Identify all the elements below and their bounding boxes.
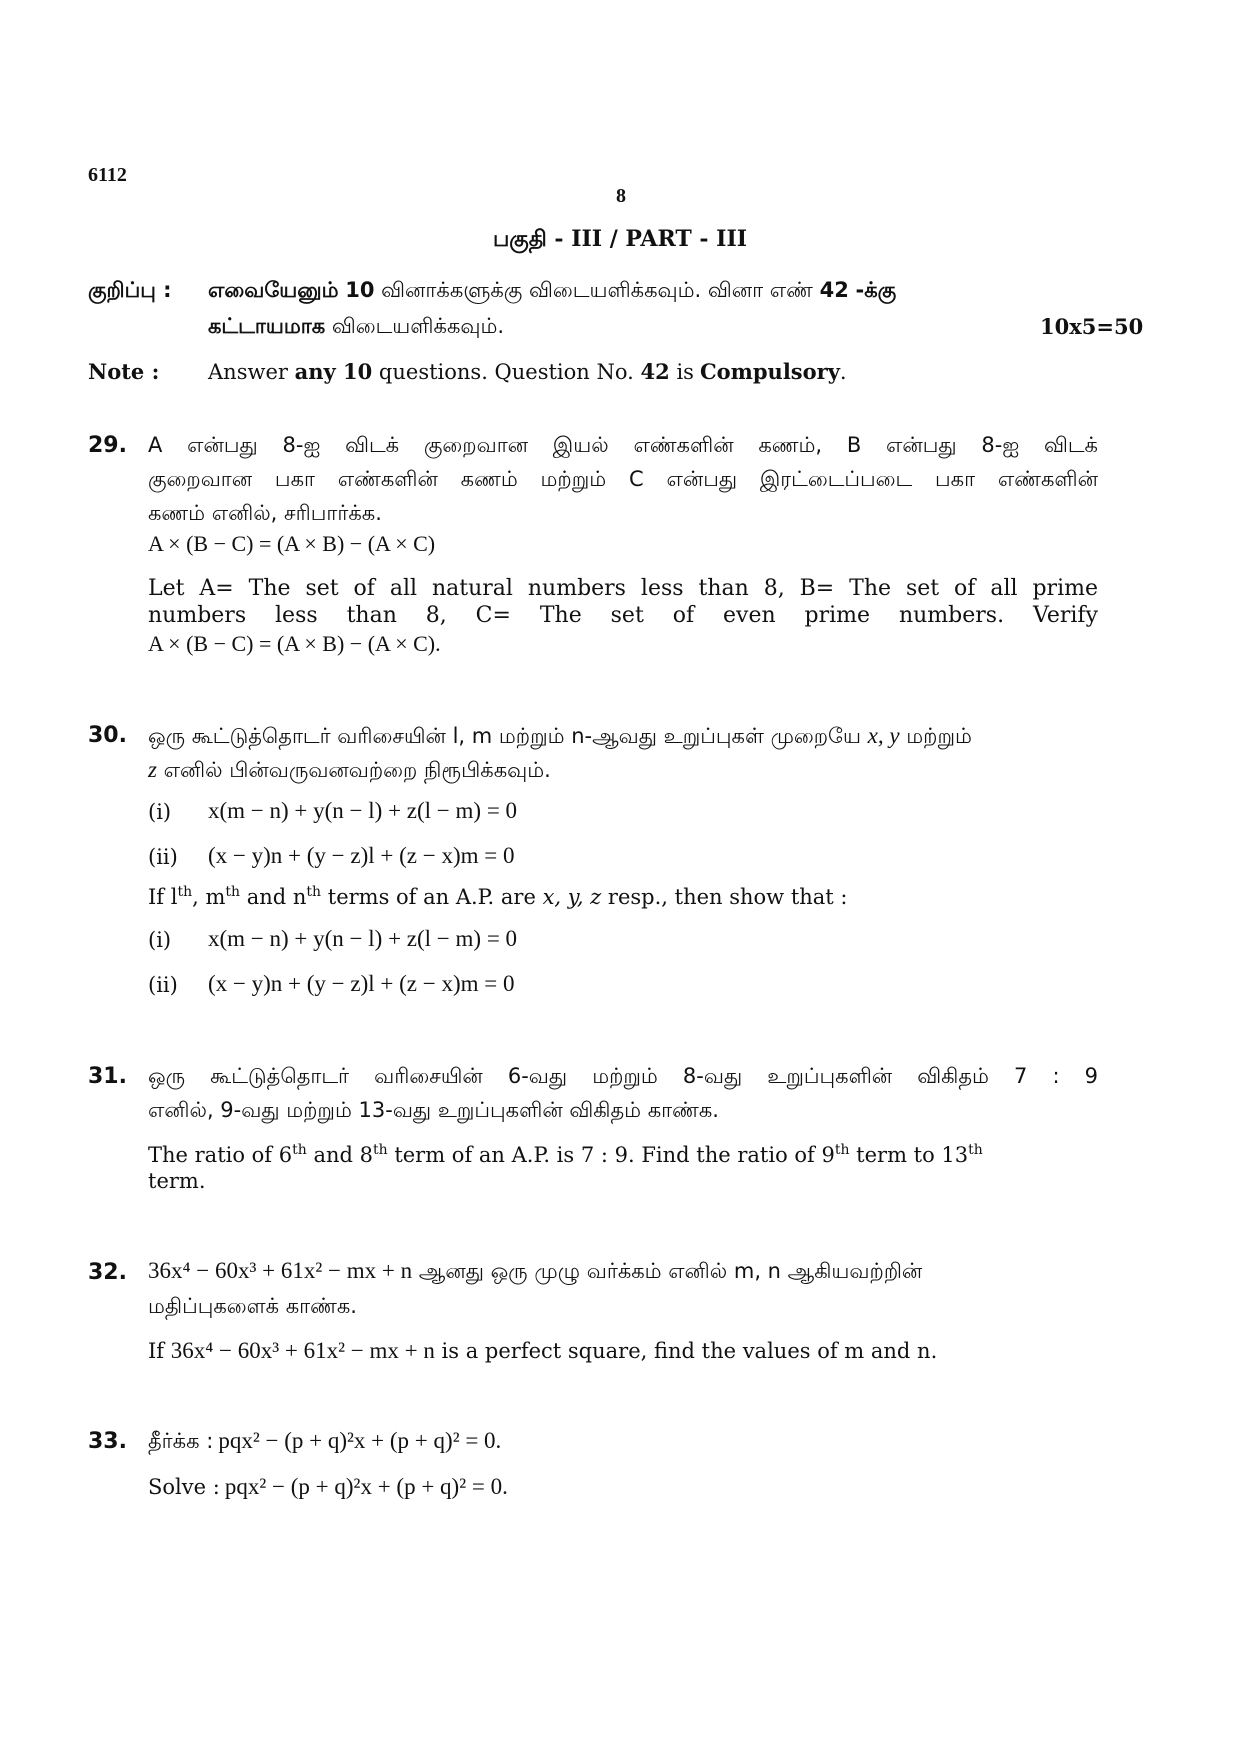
q30-eq-ii-en: (x − y)n + (y − z)l + (z − x)m = 0 [208, 971, 515, 996]
q29-ta-line3: கணம் எனில், சரிபார்க்க. [148, 501, 382, 525]
q30-label-ii-ta: (ii) [148, 845, 178, 869]
instruction-ta-count: 10 [345, 278, 375, 302]
q31-ta-line2: எனில், 9-வது மற்றும் 13-வது உறுப்புகளின் விகிதம் காண்க. [148, 1098, 719, 1122]
q30-en-line [148, 884, 848, 909]
q29-en-line2: numbers less than 8, C= The set of even prime numbers. Verify [148, 603, 1098, 628]
page-number: 8 [616, 185, 626, 207]
question-number-30: 30. [88, 723, 127, 748]
question-number-33: 33. [88, 1429, 127, 1454]
q30-en-rest2: resp., then show that : [601, 885, 848, 909]
q29-en-line3: A × (B − C) = (A × B) − (A × C). [148, 631, 441, 656]
question-number-32: 32. [88, 1260, 127, 1285]
q30-en-vars: x, y, z [542, 885, 602, 909]
instruction-ta-line2 [208, 314, 504, 341]
note-is: is [676, 360, 694, 384]
instruction-ta-any: எவையேனும் [208, 278, 339, 302]
q30-en-if: If l [148, 885, 178, 909]
q30-eq-ii-ta: (x − y)n + (y − z)l + (z − x)m = 0 [208, 843, 515, 868]
q32-en-if: If [148, 1339, 165, 1363]
q32-ta-text1: ஆனது ஒரு முழு வர்க்கம் எனில் m, n ஆகியவற்றின் [418, 1259, 923, 1283]
q30-ta-vars: x, y [867, 723, 900, 748]
q29-ta-line2: குறைவான பகா எண்களின் கணம் மற்றும் C என்பது இரட்டைப்படை பகா எண்களின் [148, 467, 1098, 491]
q31-ta-line1: ஒரு கூட்டுத்தொடர் வரிசையின் 6-வது மற்றும் 8-வது உறுப்புகளின் விகிதம் 7 : 9 [148, 1064, 1098, 1088]
q29-ta-formula: A × (B − C) = (A × B) − (A × C) [148, 531, 436, 556]
q30-ta-text1: ஒரு கூட்டுத்தொடர் வரிசையின் l, m மற்றும் n-ஆவது உறுப்புகள் முறையே [148, 724, 861, 748]
q33-eq-en: pqx² − (p + q)²x + (p + q)² = 0. [224, 1474, 508, 1499]
q31-en-c: term of an A.P. is 7 : 9. Find the ratio of 9 [387, 1143, 835, 1167]
q31-en-line1 [148, 1142, 983, 1167]
q30-ta-line2 [148, 757, 551, 785]
q31-en-sup4: th [968, 1142, 983, 1158]
paper-code: 6112 [88, 164, 127, 186]
q29-ta-line1: A என்பது 8-ஐ விடக் குறைவான இயல் எண்களின் கணம், B என்பது 8-ஐ விடக் [148, 433, 1098, 457]
q30-en-and: and n [240, 885, 307, 909]
q29-en-line1: Let A= The set of all natural numbers less than 8, B= The set of all prime [148, 576, 1098, 601]
q31-en-sup2: th [372, 1142, 388, 1158]
q32-ta-line2: மதிப்புகளைக் காண்க. [148, 1294, 357, 1318]
marks-scheme: 10x5=50 [1040, 314, 1144, 339]
question-number-31: 31. [88, 1064, 127, 1089]
note-text [208, 359, 847, 384]
q33-ta-label: தீர்க்க : [148, 1429, 214, 1453]
instruction-ta-line1 [208, 278, 896, 305]
instruction-ta-qno: 42 [819, 278, 849, 302]
q30-eq-i-ta: x(m − n) + y(n − l) + z(l − m) = 0 [208, 798, 518, 823]
note-qno: 42 [640, 359, 670, 384]
q31-en-d: term to 13 [849, 1143, 969, 1167]
q30-eq-i-en: x(m − n) + y(n − l) + z(l − m) = 0 [208, 926, 518, 951]
q30-ta-line1 [148, 723, 972, 751]
instruction-label-ta: குறிப்பு : [88, 278, 172, 302]
q32-poly-ta: 36x⁴ − 60x³ + 61x² − mx + n [148, 1258, 413, 1283]
q31-en-a: The ratio of 6 [148, 1143, 293, 1167]
q30-label-i-ta: (i) [148, 800, 172, 824]
q32-poly-en: 36x⁴ − 60x³ + 61x² − mx + n [170, 1338, 435, 1363]
note-answer: Answer [208, 360, 288, 384]
q33-en-line [148, 1474, 508, 1500]
note-any-count: any 10 [294, 359, 373, 384]
q30-ta-text2: எனில் பின்வருவனவற்றை நிரூபிக்கவும். [163, 758, 551, 782]
q30-label-i-en: (i) [148, 928, 172, 952]
instruction-ta-suffix: -க்கு [855, 278, 897, 302]
instruction-ta-answer: விடையளிக்கவும். [331, 314, 505, 338]
q30-en-m: , m [192, 885, 226, 909]
q32-en-line [148, 1338, 937, 1364]
note-label: Note : [88, 359, 160, 384]
q30-en-sup3: th [306, 884, 322, 900]
note-period: . [839, 360, 847, 384]
q31-en-sup3: th [834, 1142, 850, 1158]
q33-en-label: Solve : [148, 1475, 220, 1499]
q31-en-sup1: th [292, 1142, 307, 1158]
q32-en-rest: is a perfect square, find the values of m and n. [441, 1339, 938, 1363]
q33-eq-ta: pqx² − (p + q)²x + (p + q)² = 0. [218, 1428, 502, 1453]
q31-en-b: and 8 [306, 1143, 373, 1167]
question-number-29: 29. [88, 433, 127, 458]
q33-ta-line [148, 1428, 501, 1456]
q31-en-line2: term. [148, 1169, 206, 1193]
q30-ta-and: மற்றும் [906, 724, 972, 748]
note-compulsory: Compulsory [699, 359, 840, 384]
q30-en-sup1: th [177, 884, 193, 900]
part-title: பகுதி - III / PART - III [492, 226, 748, 252]
instruction-ta-text: வினாக்களுக்கு விடையளிக்கவும். வினா எண் [381, 278, 813, 302]
q30-label-ii-en: (ii) [148, 973, 178, 997]
note-questions: questions. Question No. [378, 360, 634, 384]
q32-ta-line1 [148, 1258, 922, 1286]
q30-ta-z: z [148, 757, 157, 782]
instruction-ta-compulsory: கட்டாயமாக [208, 314, 326, 338]
q30-en-sup2: th [225, 884, 241, 900]
q30-en-rest1: terms of an A.P. are [321, 885, 543, 909]
